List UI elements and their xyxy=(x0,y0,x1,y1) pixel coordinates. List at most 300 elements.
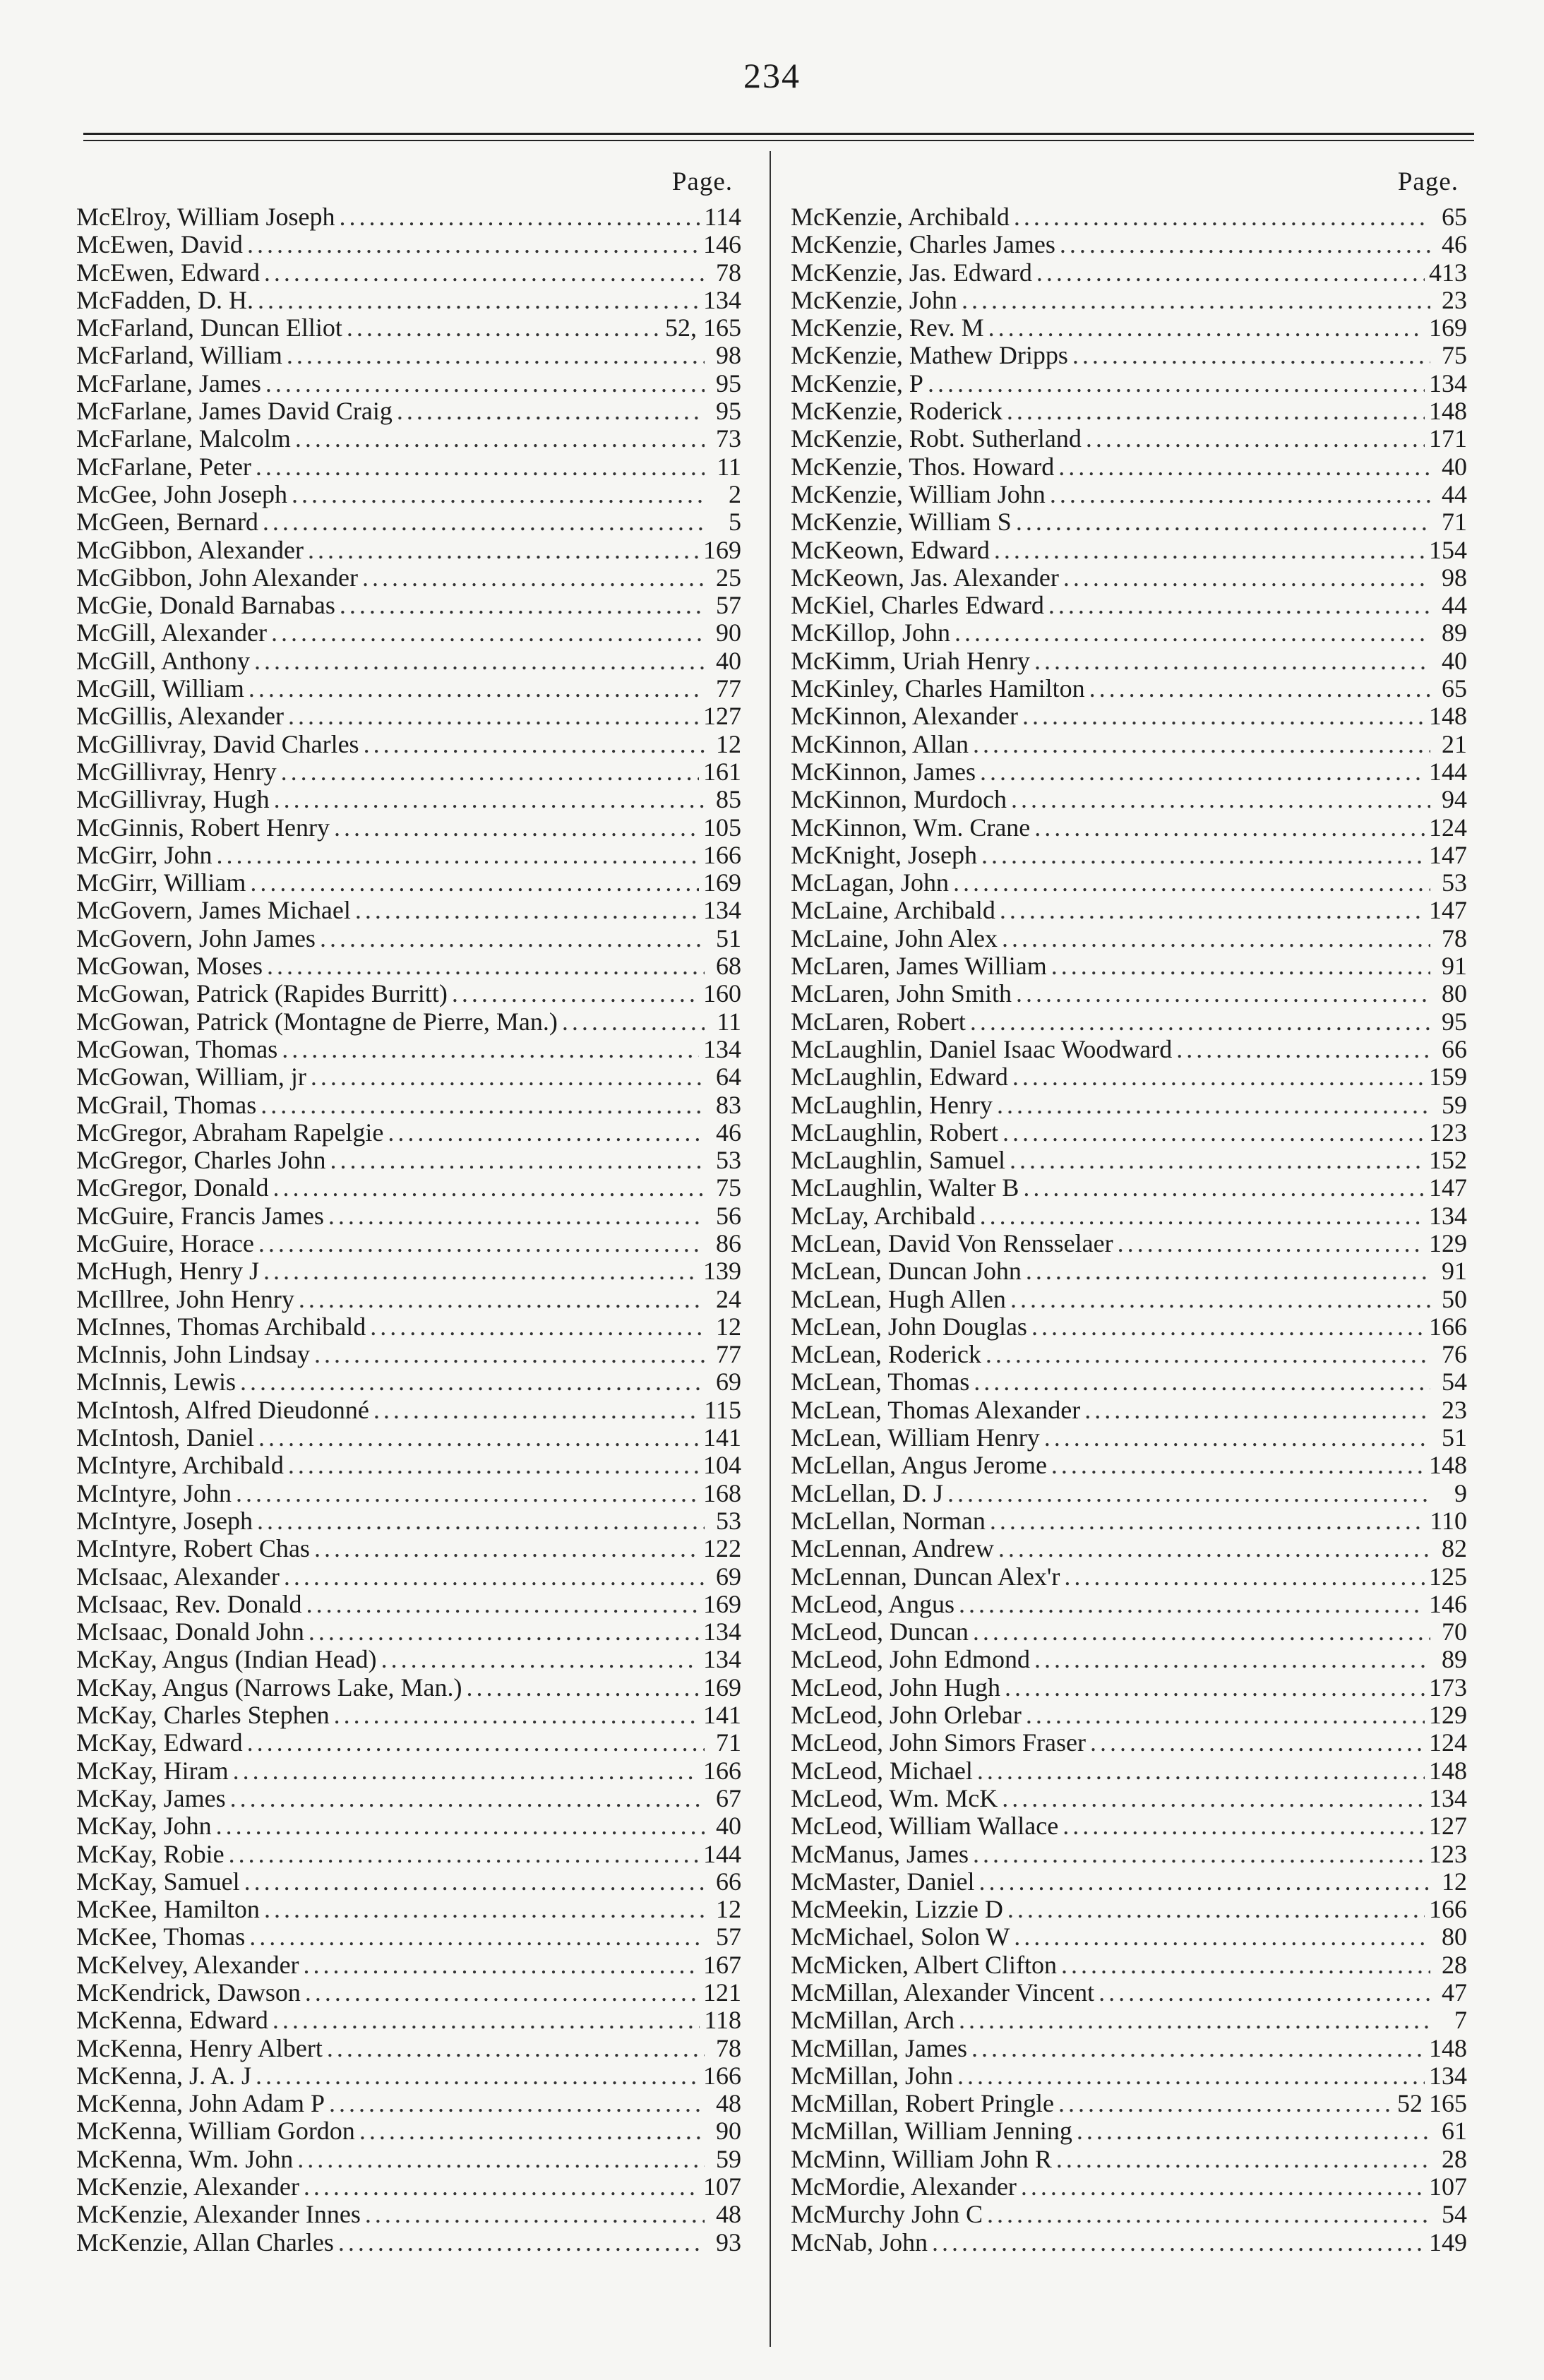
index-entry xyxy=(791,1341,1467,1368)
index-entry xyxy=(791,925,1467,952)
entry-name: McMillan, John xyxy=(791,2062,953,2090)
entry-page-number: 173 xyxy=(1429,1673,1467,1702)
index-entry xyxy=(76,1092,741,1119)
index-entry xyxy=(76,1036,741,1063)
entry-page-number: 107 xyxy=(1429,2173,1467,2201)
entry-page-number: 53 xyxy=(1442,869,1467,897)
index-entry xyxy=(76,2117,741,2145)
entry-name: McLennan, Andrew xyxy=(791,1535,994,1563)
entry-page-number: 125 xyxy=(1429,1562,1467,1591)
index-entry xyxy=(76,1951,741,1979)
entry-page-number: 59 xyxy=(1442,1091,1467,1119)
entry-name: McGinnis, Robert Henry xyxy=(76,813,330,842)
entry-page-number: 57 xyxy=(716,592,741,620)
entry-name: McKinnon, Wm. Crane xyxy=(791,813,1031,842)
entry-page-number: 134 xyxy=(703,897,741,925)
index-entry xyxy=(791,259,1467,287)
index-entry xyxy=(791,1507,1467,1535)
index-entry xyxy=(791,1674,1467,1702)
index-entry xyxy=(76,1618,741,1646)
dot-leader xyxy=(1058,453,1430,481)
entry-name: McGovern, John James xyxy=(76,924,316,952)
entry-page-number: 141 xyxy=(703,1424,741,1452)
index-entry xyxy=(791,2007,1467,2034)
entry-name: McKenzie, Allan Charles xyxy=(76,2228,334,2256)
dot-leader xyxy=(295,425,705,453)
entry-page-number: 147 xyxy=(1429,897,1467,925)
entry-name: McGowan, William, jr xyxy=(76,1063,306,1092)
entry-page-number: 64 xyxy=(716,1063,741,1092)
header-rule-thick xyxy=(83,133,1474,135)
entry-name: McKenzie, P xyxy=(791,369,923,397)
entry-page-number: 98 xyxy=(1442,563,1467,592)
entry-name: McFarlane, Peter xyxy=(76,453,251,481)
entry-page-number: 90 xyxy=(716,619,741,647)
entry-name: McEwen, Edward xyxy=(76,258,260,287)
index-entry xyxy=(791,453,1467,481)
entry-page-number: 61 xyxy=(1442,2117,1467,2146)
entry-name: McKay, Edward xyxy=(76,1729,243,1757)
dot-leader xyxy=(1023,1174,1425,1202)
entry-page-number: 413 xyxy=(1429,258,1467,287)
entry-page-number: 89 xyxy=(1442,1646,1467,1674)
dot-leader xyxy=(1034,814,1425,842)
dot-leader xyxy=(1010,1147,1425,1174)
index-entry xyxy=(791,1397,1467,1424)
entry-page-number: 48 xyxy=(716,2090,741,2118)
index-entry xyxy=(76,1896,741,1923)
entry-name: McLaren, John Smith xyxy=(791,980,1012,1008)
dot-leader xyxy=(1002,925,1430,952)
entry-page-number: 127 xyxy=(703,702,741,731)
dot-leader xyxy=(562,1008,705,1036)
entry-name: McLean, Thomas xyxy=(791,1368,970,1397)
index-entry xyxy=(76,814,741,842)
entry-page-number: 114 xyxy=(704,203,741,231)
dot-leader xyxy=(1014,203,1430,231)
entry-name: McGowan, Moses xyxy=(76,952,263,981)
index-entry xyxy=(76,1452,741,1479)
dot-leader xyxy=(1014,1923,1430,1951)
entry-name: McGill, Alexander xyxy=(76,619,267,647)
entry-page-number: 146 xyxy=(1429,1590,1467,1618)
index-entry xyxy=(791,1480,1467,1507)
dot-leader xyxy=(267,952,705,980)
entry-page-number: 46 xyxy=(1442,231,1467,259)
entry-page-number: 12 xyxy=(716,730,741,758)
index-entry xyxy=(791,731,1467,758)
index-entry xyxy=(76,702,741,730)
dot-leader xyxy=(338,2229,705,2256)
entry-page-number: 169 xyxy=(703,869,741,897)
header-rule-thin xyxy=(83,140,1474,141)
index-entry xyxy=(76,1591,741,1618)
dot-leader xyxy=(264,259,705,287)
dot-leader xyxy=(274,786,705,813)
dot-leader xyxy=(1016,508,1430,536)
entry-name: McMeekin, Lizzie D xyxy=(791,1896,1003,1924)
entry-page-number: 134 xyxy=(1429,2062,1467,2090)
dot-leader xyxy=(258,1424,699,1452)
entry-name: McMillan, Alexander Vincent xyxy=(791,1979,1095,2007)
index-entry xyxy=(791,287,1467,314)
index-entry xyxy=(76,231,741,258)
entry-name: McGillivray, Henry xyxy=(76,758,277,786)
index-entry xyxy=(76,2090,741,2117)
dot-leader xyxy=(365,2201,705,2228)
dot-leader xyxy=(1012,1063,1425,1091)
dot-leader xyxy=(467,1674,699,1702)
dot-leader xyxy=(1002,1785,1425,1812)
entry-page-number: 52, 165 xyxy=(665,314,741,342)
entry-name: McFarlane, James xyxy=(76,369,261,397)
index-entry xyxy=(791,1147,1467,1174)
entry-page-number: 47 xyxy=(1442,1979,1467,2007)
entry-page-number: 51 xyxy=(1442,1424,1467,1452)
index-entry xyxy=(76,1063,741,1091)
dot-leader xyxy=(397,397,705,425)
dot-leader xyxy=(1034,1646,1430,1673)
entry-page-number: 90 xyxy=(716,2117,741,2146)
entry-page-number: 169 xyxy=(703,1673,741,1702)
entry-page-number: 169 xyxy=(1429,314,1467,342)
entry-page-number: 83 xyxy=(716,1091,741,1119)
dot-leader xyxy=(249,675,705,702)
index-entry xyxy=(791,980,1467,1007)
entry-page-number: 148 xyxy=(1429,397,1467,426)
entry-page-number: 139 xyxy=(703,1257,741,1286)
entry-name: McGuire, Horace xyxy=(76,1229,254,1257)
index-entry xyxy=(791,203,1467,231)
index-entry xyxy=(76,1397,741,1424)
entry-name: McMichael, Solon W xyxy=(791,1923,1010,1951)
dot-leader xyxy=(330,1147,705,1174)
index-entry xyxy=(791,1896,1467,1923)
dot-leader xyxy=(1099,1979,1430,2007)
entry-name: McFarlane, James David Craig xyxy=(76,397,393,426)
entry-name: McMillan, William Jenning xyxy=(791,2117,1072,2146)
entry-page-number: 5 xyxy=(729,508,741,537)
entry-page-number: 2 xyxy=(729,480,741,508)
entry-page-number: 159 xyxy=(1429,1063,1467,1092)
dot-leader xyxy=(388,1119,705,1147)
entry-name: McLagan, John xyxy=(791,869,949,897)
dot-leader xyxy=(1063,1812,1425,1840)
entry-page-number: 70 xyxy=(1442,1618,1467,1646)
entry-name: McLean, William Henry xyxy=(791,1424,1040,1452)
entry-page-number: 105 xyxy=(703,813,741,842)
index-entry xyxy=(791,2117,1467,2145)
dot-leader xyxy=(249,1923,705,1951)
entry-name: McLaren, Robert xyxy=(791,1007,966,1036)
dot-leader xyxy=(973,731,1430,758)
dot-leader xyxy=(305,1979,699,2007)
dot-leader xyxy=(288,702,699,730)
dot-leader xyxy=(236,1480,699,1507)
index-entry xyxy=(76,1785,741,1812)
dot-leader xyxy=(977,1757,1425,1785)
entry-name: McKenzie, Jas. Edward xyxy=(791,258,1032,287)
entry-name: McKinley, Charles Hamilton xyxy=(791,675,1085,703)
entry-name: McKenzie, Mathew Dripps xyxy=(791,342,1068,370)
dot-leader xyxy=(1011,786,1430,813)
dot-leader xyxy=(265,370,705,397)
index-entry xyxy=(76,2229,741,2256)
entry-name: McFarland, Duncan Elliot xyxy=(76,314,342,342)
index-entry xyxy=(791,592,1467,619)
entry-page-number: 154 xyxy=(1429,536,1467,564)
index-entry xyxy=(791,1979,1467,2007)
entry-page-number: 46 xyxy=(716,1118,741,1147)
entry-name: McKenzie, Archibald xyxy=(791,203,1010,231)
index-entry xyxy=(791,1563,1467,1591)
dot-leader xyxy=(233,1757,699,1785)
entry-page-number: 77 xyxy=(716,675,741,703)
dot-leader xyxy=(340,203,700,231)
entry-name: McGregor, Charles John xyxy=(76,1147,326,1175)
entry-name: McKenna, Edward xyxy=(76,2007,268,2035)
entry-name: McLennan, Duncan Alex'r xyxy=(791,1562,1060,1591)
entry-name: McGregor, Abraham Rapelgie xyxy=(76,1118,384,1147)
index-entry xyxy=(791,675,1467,702)
entry-name: McKay, Samuel xyxy=(76,1867,240,1896)
entry-page-number: 124 xyxy=(1429,1729,1467,1757)
dot-leader xyxy=(329,2090,705,2117)
index-entry xyxy=(791,1618,1467,1646)
entry-name: McLellan, Norman xyxy=(791,1507,986,1535)
entry-name: McKenna, John Adam P xyxy=(76,2090,325,2118)
dot-leader xyxy=(314,1535,699,1562)
dot-leader xyxy=(1022,702,1425,730)
entry-page-number: 107 xyxy=(703,2173,741,2201)
index-entry xyxy=(76,592,741,619)
dot-leader xyxy=(282,1036,699,1063)
dot-leader xyxy=(247,1729,705,1757)
entry-page-number: 75 xyxy=(716,1174,741,1202)
dot-leader xyxy=(271,619,705,647)
entry-name: McKenzie, Alexander Innes xyxy=(76,2201,361,2229)
dot-leader xyxy=(980,758,1425,786)
entry-name: McKenzie, William John xyxy=(791,480,1046,508)
entry-name: McGeen, Bernard xyxy=(76,508,258,537)
index-entry xyxy=(791,2146,1467,2173)
entry-name: McKenzie, Roderick xyxy=(791,397,1003,426)
entry-name: McLaughlin, Samuel xyxy=(791,1147,1005,1175)
index-entry xyxy=(791,647,1467,675)
dot-leader xyxy=(247,231,699,258)
index-entry xyxy=(791,2035,1467,2062)
entry-page-number: 127 xyxy=(1429,1812,1467,1841)
entry-name: McInnes, Thomas Archibald xyxy=(76,1312,366,1341)
entry-page-number: 129 xyxy=(1429,1229,1467,1257)
entry-name: McLaine, Archibald xyxy=(791,897,995,925)
dot-leader xyxy=(287,342,705,369)
index-entry xyxy=(791,1591,1467,1618)
entry-name: McGill, Anthony xyxy=(76,647,251,675)
index-entry xyxy=(791,869,1467,897)
index-entry xyxy=(791,1257,1467,1285)
entry-page-number: 110 xyxy=(1430,1507,1467,1535)
dot-leader xyxy=(1176,1036,1430,1063)
dot-leader xyxy=(250,869,699,897)
dot-leader xyxy=(340,592,705,619)
entry-page-number: 144 xyxy=(703,1840,741,1868)
entry-name: McKee, Thomas xyxy=(76,1923,246,1951)
index-entry xyxy=(791,786,1467,813)
entry-name: McLellan, D. J xyxy=(791,1479,943,1507)
entry-name: McMaster, Daniel xyxy=(791,1867,975,1896)
entry-name: McLaine, John Alex xyxy=(791,924,998,952)
index-entry xyxy=(76,786,741,813)
entry-page-number: 89 xyxy=(1442,619,1467,647)
entry-name: McGowan, Thomas xyxy=(76,1035,278,1063)
index-entry xyxy=(791,1923,1467,1951)
index-entry xyxy=(76,1424,741,1452)
index-entry xyxy=(76,1923,741,1951)
index-entry xyxy=(76,2062,741,2090)
entry-page-number: 54 xyxy=(1442,2201,1467,2229)
index-entry xyxy=(76,842,741,869)
index-entry xyxy=(791,2090,1467,2117)
index-entry xyxy=(791,1202,1467,1230)
index-entry xyxy=(76,1563,741,1591)
dot-leader xyxy=(1048,592,1430,619)
index-entry xyxy=(791,425,1467,453)
right-index-column xyxy=(791,167,1467,2256)
dot-leader xyxy=(264,1896,705,1923)
index-entry xyxy=(76,287,741,314)
entry-name: McKinnon, Allan xyxy=(791,730,969,758)
index-entry xyxy=(76,481,741,508)
entry-page-number: 148 xyxy=(1429,2034,1467,2062)
entry-page-number: 160 xyxy=(703,980,741,1008)
entry-page-number: 12 xyxy=(716,1312,741,1341)
index-entry xyxy=(76,925,741,952)
entry-name: McKay, Angus (Indian Head) xyxy=(76,1646,377,1674)
entry-page-number: 12 xyxy=(716,1896,741,1924)
entry-page-number: 65 xyxy=(1442,203,1467,231)
dot-leader xyxy=(1005,1674,1425,1702)
entry-page-number: 24 xyxy=(716,1285,741,1313)
right-column-page-header: Page. xyxy=(1397,167,1459,196)
entry-page-number: 23 xyxy=(1442,1396,1467,1424)
entry-name: McIsaac, Donald John xyxy=(76,1618,304,1646)
dot-leader xyxy=(304,1951,699,1979)
index-entry xyxy=(76,869,741,897)
entry-page-number: 94 xyxy=(1442,786,1467,814)
right-index-list xyxy=(791,203,1467,2256)
index-entry xyxy=(791,508,1467,536)
entry-page-number: 167 xyxy=(703,1951,741,1979)
entry-page-number: 66 xyxy=(1442,1035,1467,1063)
entry-page-number: 166 xyxy=(1429,1896,1467,1924)
dot-leader xyxy=(1021,2173,1425,2201)
entry-page-number: 40 xyxy=(716,1812,741,1841)
entry-page-number: 115 xyxy=(704,1396,741,1424)
entry-name: McKeown, Edward xyxy=(791,536,990,564)
index-entry xyxy=(76,342,741,369)
dot-leader xyxy=(962,287,1430,314)
entry-name: McKay, John xyxy=(76,1812,212,1841)
index-entry xyxy=(76,2035,741,2062)
index-entry xyxy=(791,564,1467,592)
index-entry xyxy=(76,731,741,758)
left-index-list xyxy=(76,203,741,2256)
dot-leader xyxy=(1061,1951,1430,1979)
entry-name: McKenzie, Robt. Sutherland xyxy=(791,425,1082,453)
index-entry xyxy=(76,1230,741,1257)
entry-name: McKenna, Wm. John xyxy=(76,2145,294,2173)
entry-name: McLaughlin, Daniel Isaac Woodward xyxy=(791,1035,1173,1063)
index-entry xyxy=(76,1646,741,1673)
index-entry xyxy=(76,647,741,675)
entry-page-number: 21 xyxy=(1442,730,1467,758)
entry-name: McKenzie, William S xyxy=(791,508,1012,537)
entry-name: McGirr, John xyxy=(76,841,213,869)
entry-page-number: 166 xyxy=(1429,1312,1467,1341)
dot-leader xyxy=(334,1702,699,1729)
dot-leader xyxy=(297,2146,705,2173)
entry-page-number: 68 xyxy=(716,952,741,981)
left-column-page-header: Page. xyxy=(671,167,733,196)
dot-leader xyxy=(284,1563,705,1591)
entry-name: McKenna, William Gordon xyxy=(76,2117,355,2146)
dot-leader xyxy=(947,1480,1430,1507)
index-entry xyxy=(791,1008,1467,1036)
entry-page-number: 134 xyxy=(1429,369,1467,397)
dot-leader xyxy=(974,1368,1430,1396)
entry-name: McGillivray, Hugh xyxy=(76,786,270,814)
dot-leader xyxy=(1050,481,1430,508)
entry-page-number: 93 xyxy=(716,2228,741,2256)
entry-name: McKenzie, Charles James xyxy=(791,231,1055,259)
dot-leader xyxy=(273,2007,700,2034)
entry-name: McLean, Hugh Allen xyxy=(791,1285,1006,1313)
entry-page-number: 7 xyxy=(1454,2007,1467,2035)
dot-leader xyxy=(364,731,705,758)
entry-page-number: 80 xyxy=(1442,1923,1467,1951)
entry-page-number: 48 xyxy=(716,2201,741,2229)
entry-name: McMillan, James xyxy=(791,2034,967,2062)
index-entry xyxy=(76,259,741,287)
dot-leader xyxy=(959,2007,1430,2034)
entry-page-number: 28 xyxy=(1442,2145,1467,2173)
entry-page-number: 129 xyxy=(1429,1702,1467,1730)
index-entry xyxy=(76,1757,741,1785)
entry-page-number: 67 xyxy=(716,1784,741,1812)
index-entry xyxy=(791,2229,1467,2256)
entry-page-number: 148 xyxy=(1429,1757,1467,1785)
entry-name: McKee, Hamilton xyxy=(76,1896,260,1924)
index-entry xyxy=(76,203,741,231)
dot-leader xyxy=(1077,2117,1430,2145)
index-entry xyxy=(76,980,741,1007)
index-entry xyxy=(791,1841,1467,1868)
index-entry xyxy=(76,314,741,342)
entry-name: McGregor, Donald xyxy=(76,1174,269,1202)
entry-page-number: 75 xyxy=(1442,342,1467,370)
entry-name: McGillivray, David Charles xyxy=(76,730,359,758)
entry-name: McMinn, William John R xyxy=(791,2145,1052,2173)
index-entry xyxy=(76,508,741,536)
entry-name: McKinnon, James xyxy=(791,758,976,786)
entry-page-number: 40 xyxy=(1442,647,1467,675)
dot-leader xyxy=(1090,1729,1425,1757)
dot-leader xyxy=(257,1507,705,1535)
index-entry xyxy=(791,1951,1467,1979)
index-entry xyxy=(76,370,741,397)
index-entry xyxy=(791,1452,1467,1479)
